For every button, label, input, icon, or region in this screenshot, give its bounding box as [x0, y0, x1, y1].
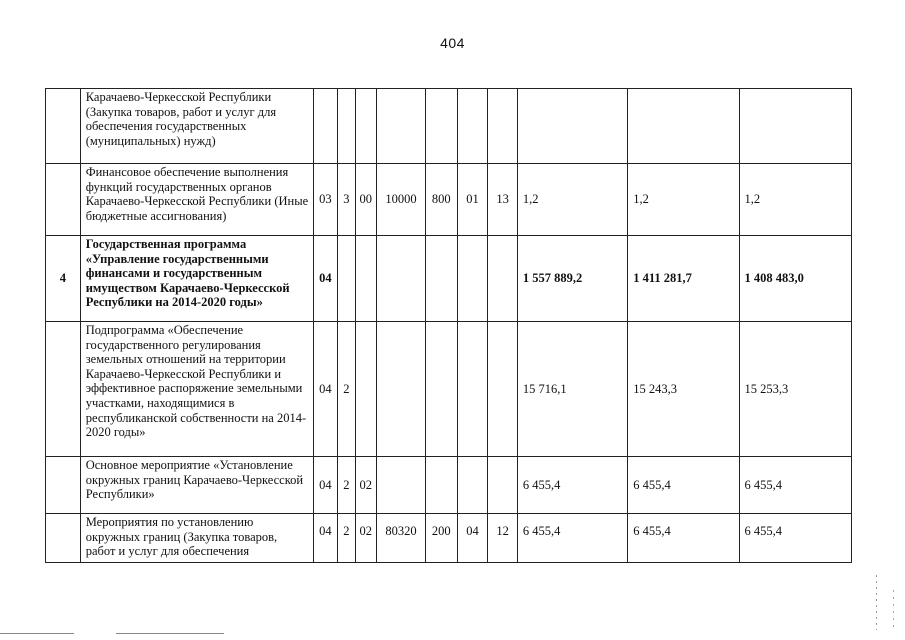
code-section [457, 457, 488, 514]
amount-year-2: 15 243,3 [628, 322, 739, 457]
code-program: 04 [313, 514, 338, 563]
code-subprogram: 2 [338, 514, 355, 563]
code-activity: 00 [355, 164, 376, 236]
code-expense-type: 800 [425, 164, 457, 236]
code-subsection [488, 322, 518, 457]
amount-year-3: 15 253,3 [739, 322, 851, 457]
code-section: 01 [457, 164, 488, 236]
code-subsection [488, 236, 518, 322]
code-expense-type [425, 322, 457, 457]
code-direction [376, 322, 425, 457]
code-activity [355, 236, 376, 322]
table-row [46, 89, 852, 164]
scan-artifact-line [0, 633, 74, 634]
code-direction [376, 89, 425, 164]
amount-year-3: 6 455,4 [739, 457, 851, 514]
code-activity [355, 89, 376, 164]
amount-year-1: 1 557 889,2 [517, 236, 627, 322]
code-subprogram [338, 89, 355, 164]
code-section [457, 236, 488, 322]
amount-year-2: 1 411 281,7 [628, 236, 739, 322]
row-number [46, 322, 81, 457]
code-subprogram: 2 [338, 322, 355, 457]
code-program: 04 [313, 236, 338, 322]
code-activity: 02 [355, 514, 376, 563]
code-expense-type [425, 89, 457, 164]
code-program [313, 89, 338, 164]
amount-year-1: 6 455,4 [517, 457, 627, 514]
code-direction [376, 457, 425, 514]
code-section [457, 89, 488, 164]
scan-artifact-dots [893, 590, 894, 630]
code-subsection: 12 [488, 514, 518, 563]
code-program: 03 [313, 164, 338, 236]
amount-year-2: 6 455,4 [628, 514, 739, 563]
code-subsection: 13 [488, 164, 518, 236]
code-expense-type [425, 236, 457, 322]
amount-year-3 [739, 89, 851, 164]
code-direction: 80320 [376, 514, 425, 563]
row-number [46, 164, 81, 236]
code-program: 04 [313, 322, 338, 457]
row-name: Основное мероприятие «Установление окружных границ Карачаево-Черкесской Республики» [80, 457, 313, 514]
amount-year-1: 15 716,1 [517, 322, 627, 457]
scan-artifact-line [116, 633, 224, 634]
code-subsection [488, 457, 518, 514]
code-section: 04 [457, 514, 488, 563]
row-number: 4 [46, 236, 81, 322]
code-expense-type: 200 [425, 514, 457, 563]
amount-year-1 [517, 89, 627, 164]
code-expense-type [425, 457, 457, 514]
table-row [46, 236, 852, 322]
code-subprogram: 2 [338, 457, 355, 514]
code-program: 04 [313, 457, 338, 514]
amount-year-1: 6 455,4 [517, 514, 627, 563]
row-name: Мероприятия по установлению окружных границ (Закупка товаров, работ и услуг для обеспечения [80, 514, 313, 563]
row-number [46, 89, 81, 164]
row-name: Подпрограмма «Обеспечение государственного регулирования земельных отношений на территории Карачаево-Черкесской Республики и эффективное распоряжение земельными участками, находящимися в республиканской собственности на 2014-2020 годы» [80, 322, 313, 457]
amount-year-2: 1,2 [628, 164, 739, 236]
amount-year-3: 1,2 [739, 164, 851, 236]
row-number [46, 514, 81, 563]
code-subprogram: 3 [338, 164, 355, 236]
code-activity: 02 [355, 457, 376, 514]
table-row [46, 322, 852, 457]
amount-year-3: 6 455,4 [739, 514, 851, 563]
row-name: Карачаево-Черкесской Республики (Закупка товаров, работ и услуг для обеспечения государственных (муниципальных) нужд) [80, 89, 313, 164]
code-activity [355, 322, 376, 457]
code-direction [376, 236, 425, 322]
row-name: Финансовое обеспечение выполнения функций государственных органов Карачаево-Черкесской Республики (Иные бюджетные ассигнования) [80, 164, 313, 236]
code-section [457, 322, 488, 457]
amount-year-1: 1,2 [517, 164, 627, 236]
amount-year-2 [628, 89, 739, 164]
table-row [46, 457, 852, 514]
code-subprogram [338, 236, 355, 322]
amount-year-2: 6 455,4 [628, 457, 739, 514]
table-row [46, 164, 852, 236]
code-direction: 10000 [376, 164, 425, 236]
amount-year-3: 1 408 483,0 [739, 236, 851, 322]
row-name: Государственная программа «Управление государственными финансами и государственным имуществом Карачаево-Черкесской Республики на 2014-2020 годы» [80, 236, 313, 322]
table-row [46, 514, 852, 563]
code-subsection [488, 89, 518, 164]
row-number [46, 457, 81, 514]
budget-table [45, 88, 852, 563]
page-number: 404 [440, 35, 465, 51]
scan-artifact-dots [876, 575, 877, 630]
